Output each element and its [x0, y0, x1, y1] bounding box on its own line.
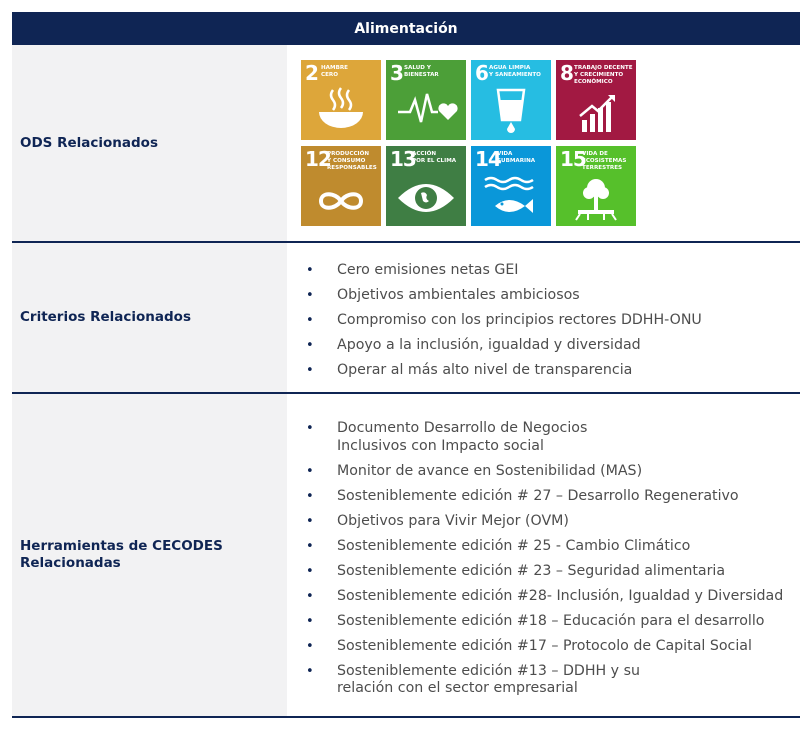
sdg-tile	[556, 146, 636, 226]
sdg-tile	[471, 60, 551, 140]
sdg-title: VIDA SUBMARINA	[497, 151, 536, 164]
growth-chart-icon	[556, 82, 636, 140]
sdg-number: 15	[560, 147, 586, 171]
sdg-title: PRODUCCIÓN Y CONSUMO RESPONSABLES	[327, 151, 377, 171]
fish-icon	[471, 168, 551, 226]
sdg-number: 6	[475, 61, 488, 85]
header-title: Alimentación	[354, 20, 458, 37]
table-bottom-rule	[12, 716, 800, 718]
criterios-label-cell	[12, 243, 287, 392]
ods-label-cell	[12, 45, 287, 241]
sdg-tile	[386, 146, 466, 226]
eye-globe-icon	[386, 168, 466, 226]
sdg-tile	[301, 60, 381, 140]
sdg-number: 3	[390, 61, 403, 85]
herramientas-label-cell	[12, 394, 287, 716]
sdg-tile	[556, 60, 636, 140]
sdg-title: TRABAJO DECENTE Y CRECIMIENTO ECONÓMICO	[574, 65, 633, 85]
list-item: • Sosteniblemente edición #28- Inclusión, Igualdad y Diversidad	[306, 588, 783, 606]
bowl-icon	[301, 82, 381, 140]
list-item: • Operar al más alto nivel de transparencia	[306, 362, 702, 380]
sdg-title: AGUA LIMPIA Y SANEAMIENTO	[489, 65, 541, 78]
list-item: • Compromiso con los principios rectores DDHH-ONU	[306, 312, 702, 330]
ods-label: ODS Relacionados	[20, 134, 158, 151]
herramientas-list	[306, 420, 783, 698]
heartbeat-icon	[386, 82, 466, 140]
sdg-tile	[471, 146, 551, 226]
list-item: • Objetivos ambientales ambiciosos	[306, 287, 702, 305]
list-item: • Sosteniblemente edición # 25 - Cambio Climático	[306, 538, 783, 556]
sdg-number: 13	[390, 147, 416, 171]
list-item: • Sosteniblemente edición #13 – DDHH y su relación con el sector empresarial	[306, 663, 783, 698]
infinity-icon	[301, 168, 381, 226]
sdg-tile	[386, 60, 466, 140]
water-glass-icon	[471, 82, 551, 140]
list-item: • Sosteniblemente edición #18 – Educación para el desarrollo	[306, 613, 783, 631]
list-item: • Cero emisiones netas GEI	[306, 262, 702, 280]
criterios-label: Criterios Relacionados	[20, 309, 191, 325]
sdg-title: ACCIÓN POR EL CLIMA	[412, 151, 457, 164]
sdg-number: 8	[560, 61, 573, 85]
list-item: • Documento Desarrollo de Negocios Inclusivos con Impacto social	[306, 420, 783, 455]
sdg-title: VIDA DE ECOSISTEMAS TERRESTRES	[582, 151, 627, 171]
criterios-list	[306, 262, 702, 380]
table-header	[12, 12, 800, 45]
sdg-tile	[301, 146, 381, 226]
list-item: • Apoyo a la inclusión, igualdad y diversidad	[306, 337, 702, 355]
herramientas-label: Herramientas de CECODES Relacionadas	[20, 538, 223, 571]
sdg-number: 12	[305, 147, 331, 171]
list-item: • Objetivos para Vivir Mejor (OVM)	[306, 513, 783, 531]
list-item: • Monitor de avance en Sostenibilidad (MAS)	[306, 463, 783, 481]
sdg-number: 14	[475, 147, 501, 171]
list-item: • Sosteniblemente edición # 27 – Desarrollo Regenerativo	[306, 488, 783, 506]
sdg-title: SALUD Y BIENESTAR	[404, 65, 439, 78]
tree-icon	[556, 168, 636, 226]
list-item: • Sosteniblemente edición # 23 – Seguridad alimentaria	[306, 563, 783, 581]
sdg-number: 2	[305, 61, 318, 85]
sdg-icon-grid	[301, 60, 636, 226]
sdg-title: HAMBRE CERO	[321, 65, 348, 78]
list-item: • Sosteniblemente edición #17 – Protocolo de Capital Social	[306, 638, 783, 656]
